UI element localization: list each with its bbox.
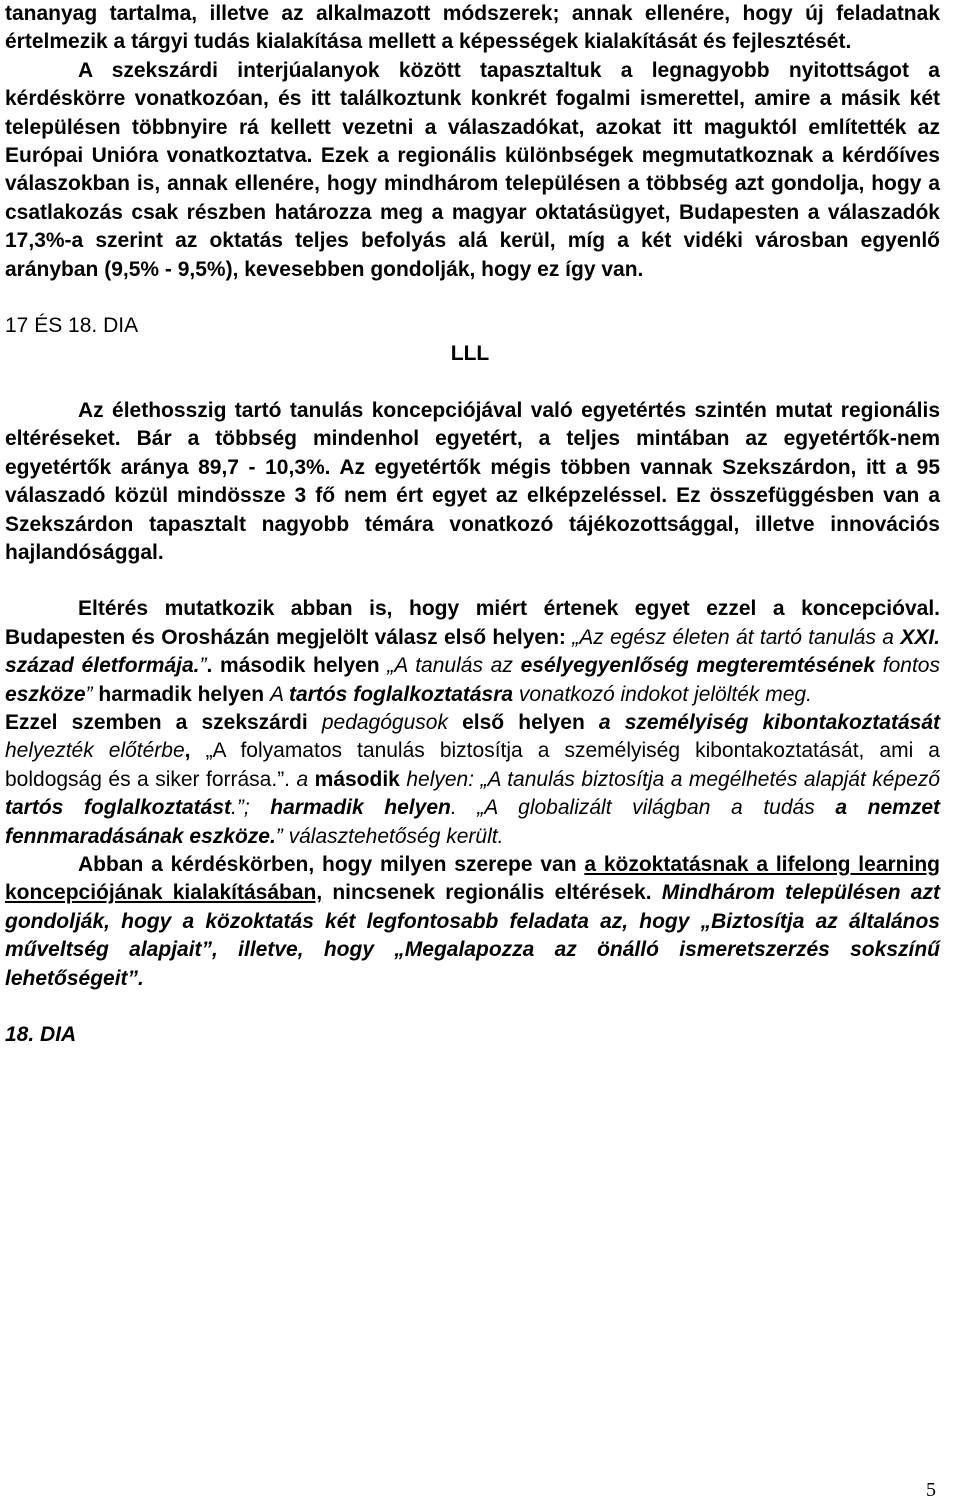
p5-s16: ” választehetőség került. [275,824,504,848]
p6-s4: Mindhárom településen azt gondolják, hogy a közoktatás két legfontosabb feladata az, hogy „Biztosítja az általános műveltség alapjait”, illetve, hogy „Megalapozza az önálló ismeretszerzés sokszínű lehetőségeit”. [5,881,940,990]
p4-s13: A [269,682,290,706]
p5-s1: Ezzel szemben a szekszárdi [5,710,322,734]
p4-s5: ” [199,654,207,678]
paragraph-3-text-a: Az élethosszig tartó tanulás koncepciójával való egyetértés szintén mutat regionális eltéréseket. [5,398,940,451]
paragraph-2 [5,57,940,284]
paragraph-6 [5,851,940,993]
paragraph-2-text-a: A szekszárdi interjúalanyok között tapasztaltuk a legnagyobb nyitottságot a kérdéskörre vonatkozóan, és itt találkoztunk konkrét fogalmi ismerettel, amire a másik két településen többnyire rá kellett vezetni a válaszadókat, azokat itt maguktól említették az Európai Unióra vonatkoztatva. [5,58,940,168]
paragraph-3-text-d: Ez összefüggésben van a Szekszárdon tapasztalt nagyobb témára vonatkozó tájékozottsággal, illetve innovációs hajlandósággal. [5,484,940,564]
p5-s7: „A folyamatos tanulás biztosítja a személyiség kibontakoztatását, ami a boldogság és a siker forrása.”. [5,739,940,791]
p5-s3: első helyen [447,710,599,734]
spacer [5,993,940,1021]
p5-s13: harmadik helyen [270,796,451,820]
p6-s2: a közoktatásnak a lifelong learning koncepciójának kialakításában, [5,852,940,905]
p4-s8: esélyegyenlőség megteremtésének [520,654,876,678]
p5-s9: második [314,767,400,791]
p4-s4: XXI. század életformája. [5,625,940,678]
paragraph-3-text-b: Bár a többség mindenhol egyetért, a teljes mintában az egyetértők-nem egyetértők aránya 89,7 - 10,3%. [5,427,940,479]
p5-s10: helyen: „A tanulás biztosítja a megélhetés alapját képező [399,767,940,791]
paragraph-1: tananyag tartalma, illetve az alkalmazott módszerek; annak ellenére, hogy új feladatnak értelmezik a tárgyi tudás kialakítása mellett a képességek kialakítását és fejlesztését. [5,2,940,54]
p4-s9: fontos [875,654,940,678]
p6-s1: Abban a kérdéskörben, hogy milyen szerepe van [78,852,585,876]
p4-s1: Eltérés mutatkozik abban is, hogy miért értenek egyet ezzel a koncepcióval. [78,597,940,621]
p5-s4: a személyiség kibontakoztatását [598,710,940,734]
p5-s6: , [184,739,206,763]
dia-label-17-18: 17 ÉS 18. DIA [5,314,139,338]
p4-s14: tartós foglalkoztatásra [289,682,514,706]
document-page [5,0,940,1049]
p5-s14: . „A globalizált világban a tudás [450,796,836,820]
dia-label-18: 18. DIA [5,1023,77,1046]
paragraph-3 [5,397,940,567]
spacer [5,567,940,595]
paragraph-4 [5,595,940,709]
p4-s12: harmadik helyen [92,682,270,706]
p4-s15: vonatkozó indokot jelölték meg. [513,682,812,706]
p5-s2: pedagógusok [321,710,448,734]
p5-s8: a [296,767,315,791]
p4-s11: ” [85,682,93,706]
spacer [5,284,940,312]
paragraph-5 [5,709,940,851]
p4-s6: . második helyen [206,654,388,678]
p5-s15: a nemzet fennmaradásának eszköze. [5,796,941,848]
p4-s10: eszköze [5,682,86,706]
p4-s3: „Az egész életen át tartó tanulás a [572,625,901,649]
p5-s11: tartós foglalkoztatást [5,796,231,820]
p4-s7: „A tanulás az [387,654,521,678]
p6-s3: nincsenek regionális eltérések. [322,881,652,905]
paragraph-2-text-b: Ezek a regionális különbségek megmutatkoznak a kérdőíves válaszokban is, annak ellenére, hogy mindhárom településen a többség azt gondolja, hogy a csatlakozás csak részben határozza meg a magyar oktatásügyet, Budapesten a válaszadók 17,3%-a szerint az oktatás teljes befolyás alá kerül, míg a két vidéki városban egyenlő arányban (9,5% - 9,5%), kevesebben gondolják, hogy ez így van. [5,144,940,281]
spacer [5,369,940,397]
p4-s2: Budapesten és Orosházán megjelölt válasz első helyen: [5,625,573,649]
p5-s5: helyezték előtérbe [5,739,185,763]
p5-s12: .”; [231,796,271,820]
lll-heading: LLL [450,342,490,366]
page-number: 5 [926,1479,936,1501]
paragraph-3-text-c: Az egyetértők mégis többen vannak Szekszárdon, itt a 95 válaszadó közül mindössze 3 fő nem ért egyet az elképzeléssel. [5,455,940,508]
